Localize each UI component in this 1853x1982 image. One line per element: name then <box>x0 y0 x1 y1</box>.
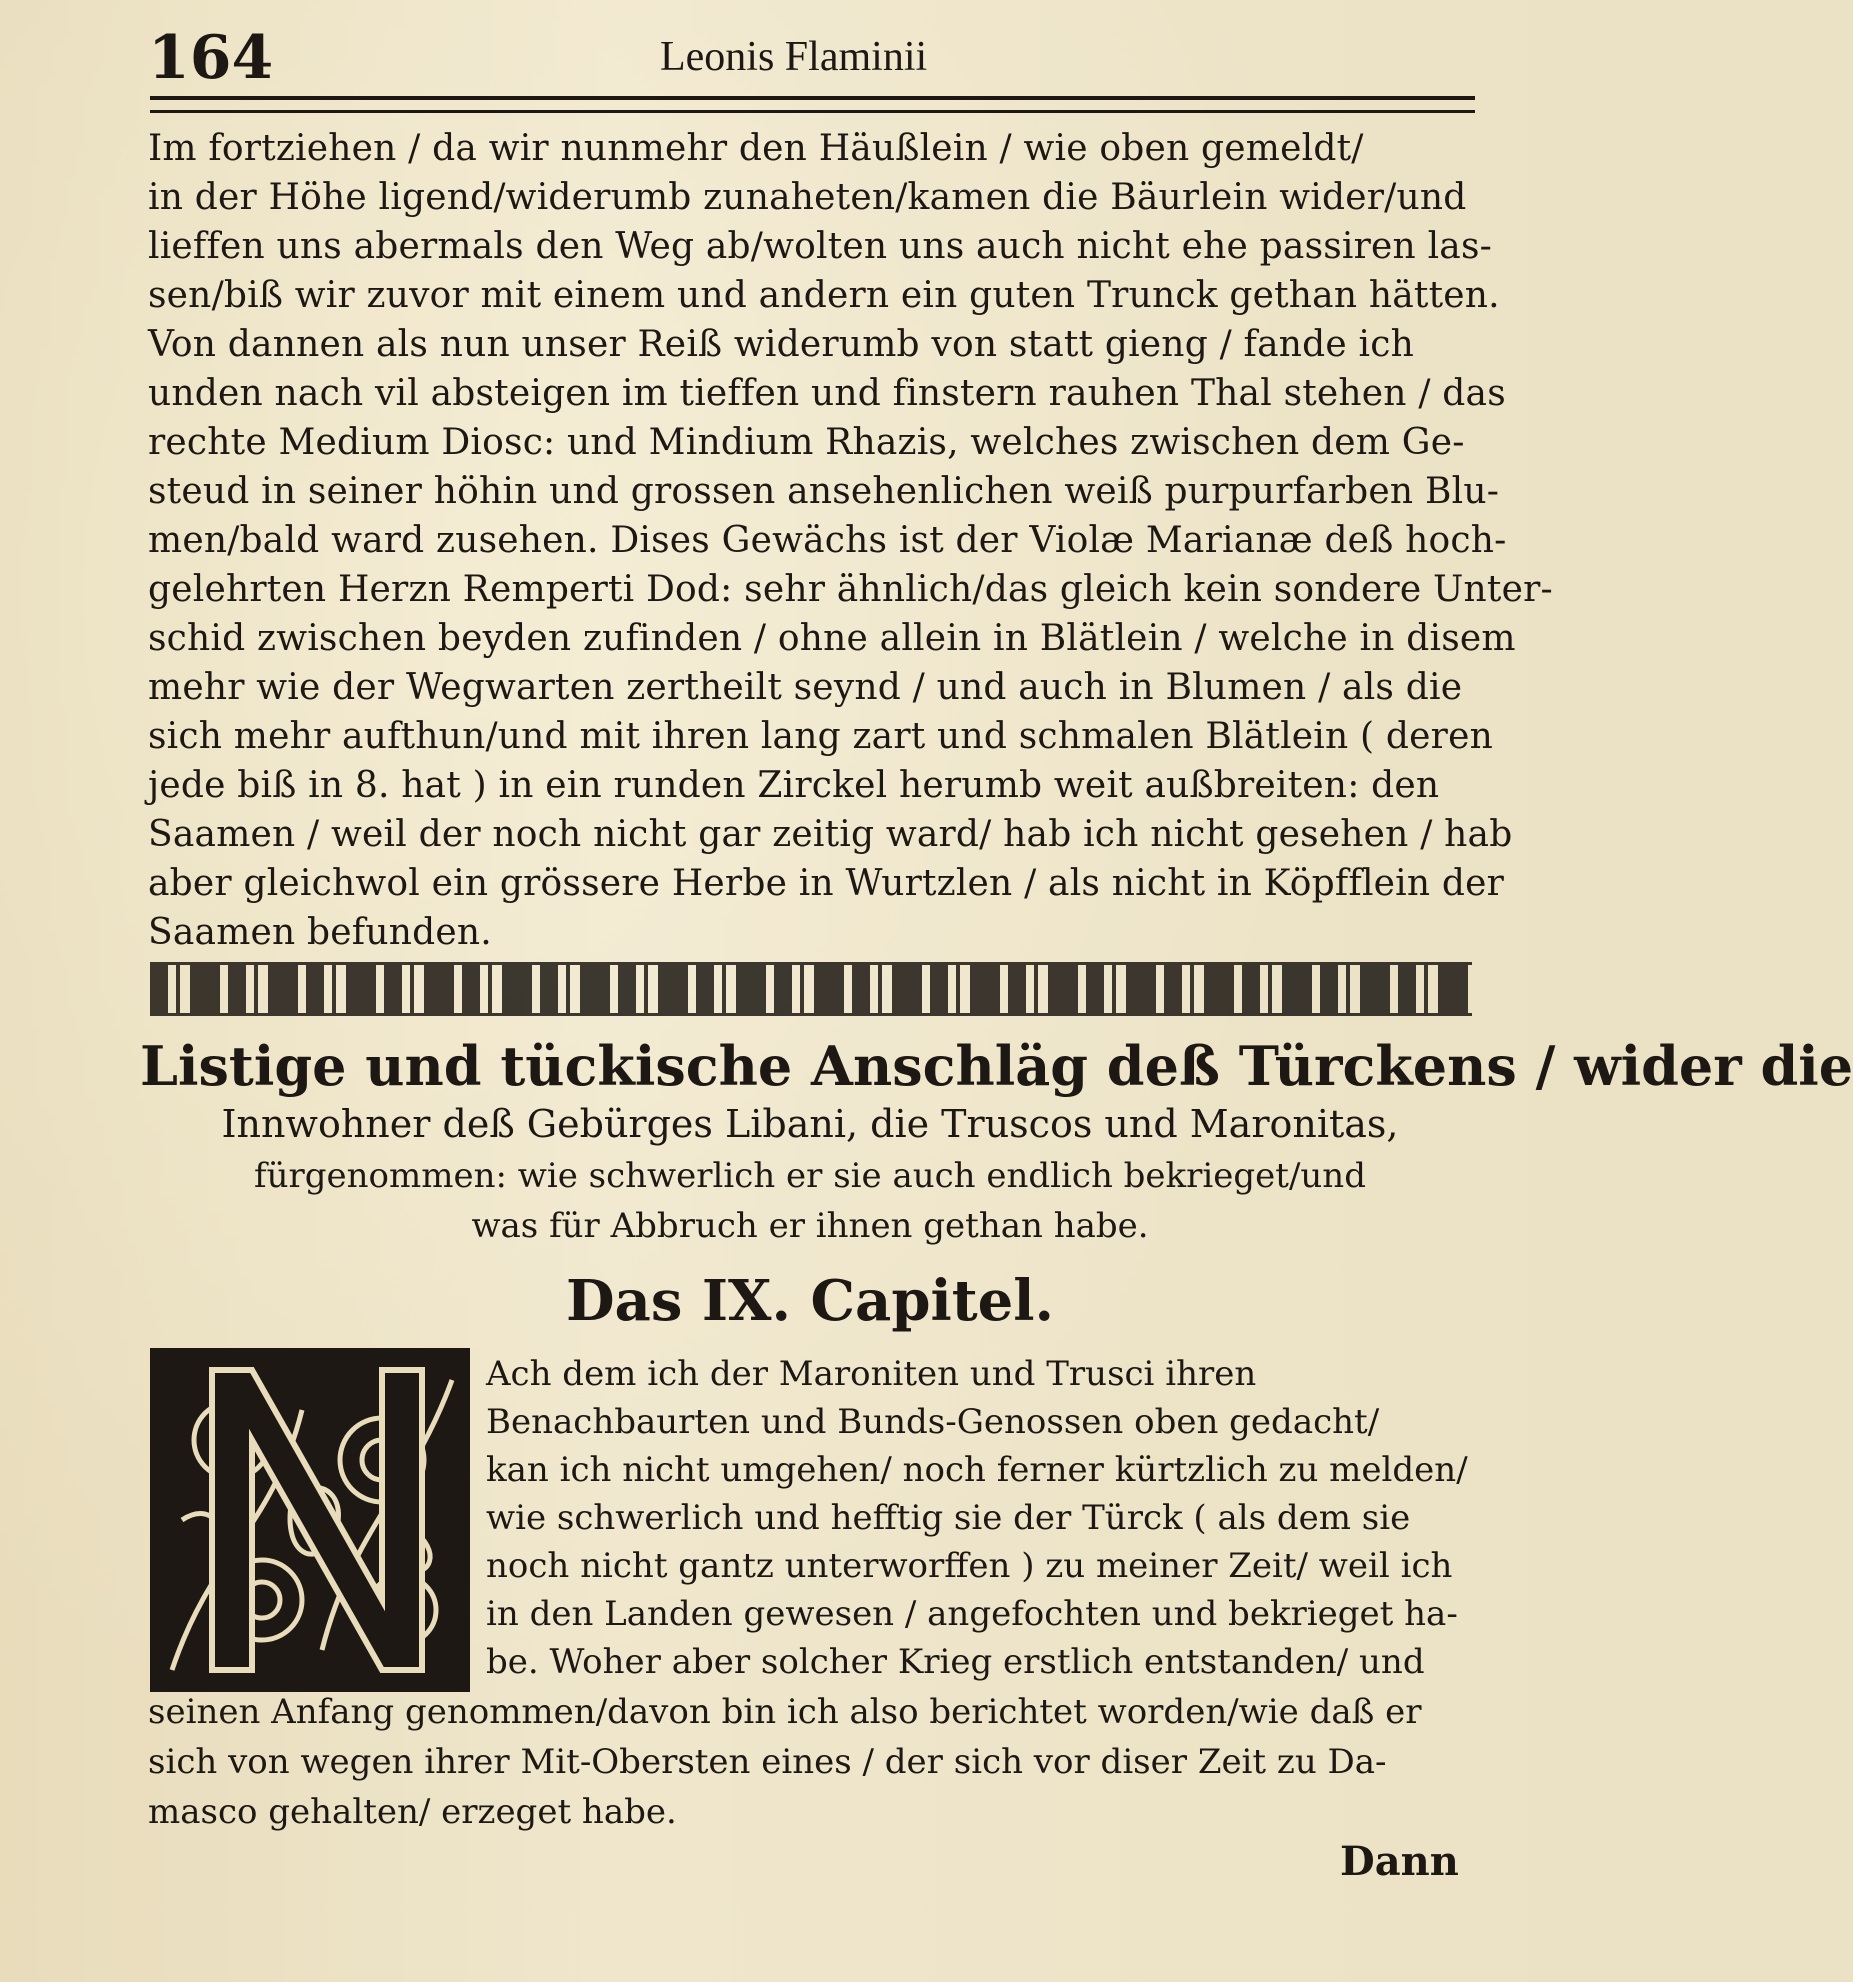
text-line: be. Woher aber solcher Krieg erstlich entstanden/ und <box>486 1642 1425 1682</box>
catchword: Dann <box>1340 1838 1459 1885</box>
text-line: seinen Anfang genommen/davon bin ich also berichtet worden/wie daß er <box>148 1692 1422 1732</box>
page-number: 164 <box>148 23 274 93</box>
text-line: Ach dem ich der Maroniten und Trusci ihren <box>486 1354 1257 1394</box>
header-rule <box>150 96 1475 113</box>
text-line: Saamen befunden. <box>148 912 492 953</box>
chapter-heading-line-3: fürgenommen: wie schwerlich er sie auch endlich bekrieget/und <box>254 1156 1366 1196</box>
text-line: wie schwerlich und hefftig sie der Türck ( als dem sie <box>486 1498 1411 1538</box>
text-line: steud in seiner höhin und grossen ansehenlichen weiß purpurfarben Blu- <box>148 471 1500 512</box>
chapter-heading-line-1: Listige und tückische Anschläg deß Türckens / wider die <box>140 1034 1853 1098</box>
text-line: mehr wie der Wegwarten zertheilt seynd / und auch in Blumen / als die <box>148 667 1463 708</box>
running-title: Leonis Flaminii <box>660 34 928 80</box>
ornamental-initial-n-icon <box>150 1348 470 1692</box>
text-line: noch nicht gantz unterworffen ) zu meiner Zeit/ weil ich <box>486 1546 1453 1586</box>
text-line: men/bald ward zusehen. Dises Gewächs ist der Violæ Marianæ deß hoch- <box>148 520 1507 561</box>
text-line: in der Höhe ligend/widerumb zunaheten/kamen die Bäurlein wider/und <box>148 177 1467 218</box>
text-line: Im fortziehen / da wir nunmehr den Häußlein / wie oben gemeldt/ <box>148 128 1364 169</box>
text-line: Von dannen als nun unser Reiß widerumb von statt gieng / fande ich <box>148 324 1414 365</box>
chapter-heading-line-2: Innwohner deß Gebürges Libani, die Truscos und Maronitas, <box>221 1102 1399 1146</box>
text-line: masco gehalten/ erzeget habe. <box>148 1792 677 1832</box>
text-line: Benachbaurten und Bunds-Genossen oben gedacht/ <box>486 1402 1380 1442</box>
text-line: aber gleichwol ein grössere Herbe in Wurtzlen / als nicht in Köpfflein der <box>148 863 1505 904</box>
text-line: sich mehr aufthun/und mit ihren lang zart und schmalen Blätlein ( deren <box>148 716 1493 757</box>
text-line: in den Landen gewesen / angefochten und bekrieget ha- <box>486 1594 1458 1634</box>
text-line: lieffen uns abermals den Weg ab/wolten uns auch nicht ehe passiren las- <box>148 226 1492 267</box>
text-line: unden nach vil absteigen im tieffen und finstern rauhen Thal stehen / das <box>148 373 1506 414</box>
chapter-heading-line-4: was für Abbruch er ihnen gethan habe. <box>471 1206 1149 1246</box>
text-line: rechte Medium Diosc: und Mindium Rhazis, welches zwischen dem Ge- <box>148 422 1465 463</box>
text-line: jede biß in 8. hat ) in ein runden Zirckel herumb weit außbreiten: den <box>148 765 1440 806</box>
text-line: sen/biß wir zuvor mit einem und andern ein guten Trunck gethan hätten. <box>148 275 1500 316</box>
text-line: schid zwischen beyden zufinden / ohne allein in Blätlein / welche in disem <box>148 618 1516 659</box>
text-line: kan ich nicht umgehen/ noch ferner kürtzlich zu melden/ <box>486 1450 1468 1490</box>
text-line: gelehrten Herzn Remperti Dod: sehr ähnlich/das gleich kein sondere Unter- <box>148 569 1553 610</box>
ornament-border-icon <box>150 962 1472 1016</box>
text-line: Saamen / weil der noch nicht gar zeitig ward/ hab ich nicht gesehen / hab <box>148 814 1513 855</box>
chapter-label: Das IX. Capitel. <box>565 1268 1055 1334</box>
text-line: sich von wegen ihrer Mit-Obersten eines / der sich vor diser Zeit zu Da- <box>148 1742 1387 1782</box>
